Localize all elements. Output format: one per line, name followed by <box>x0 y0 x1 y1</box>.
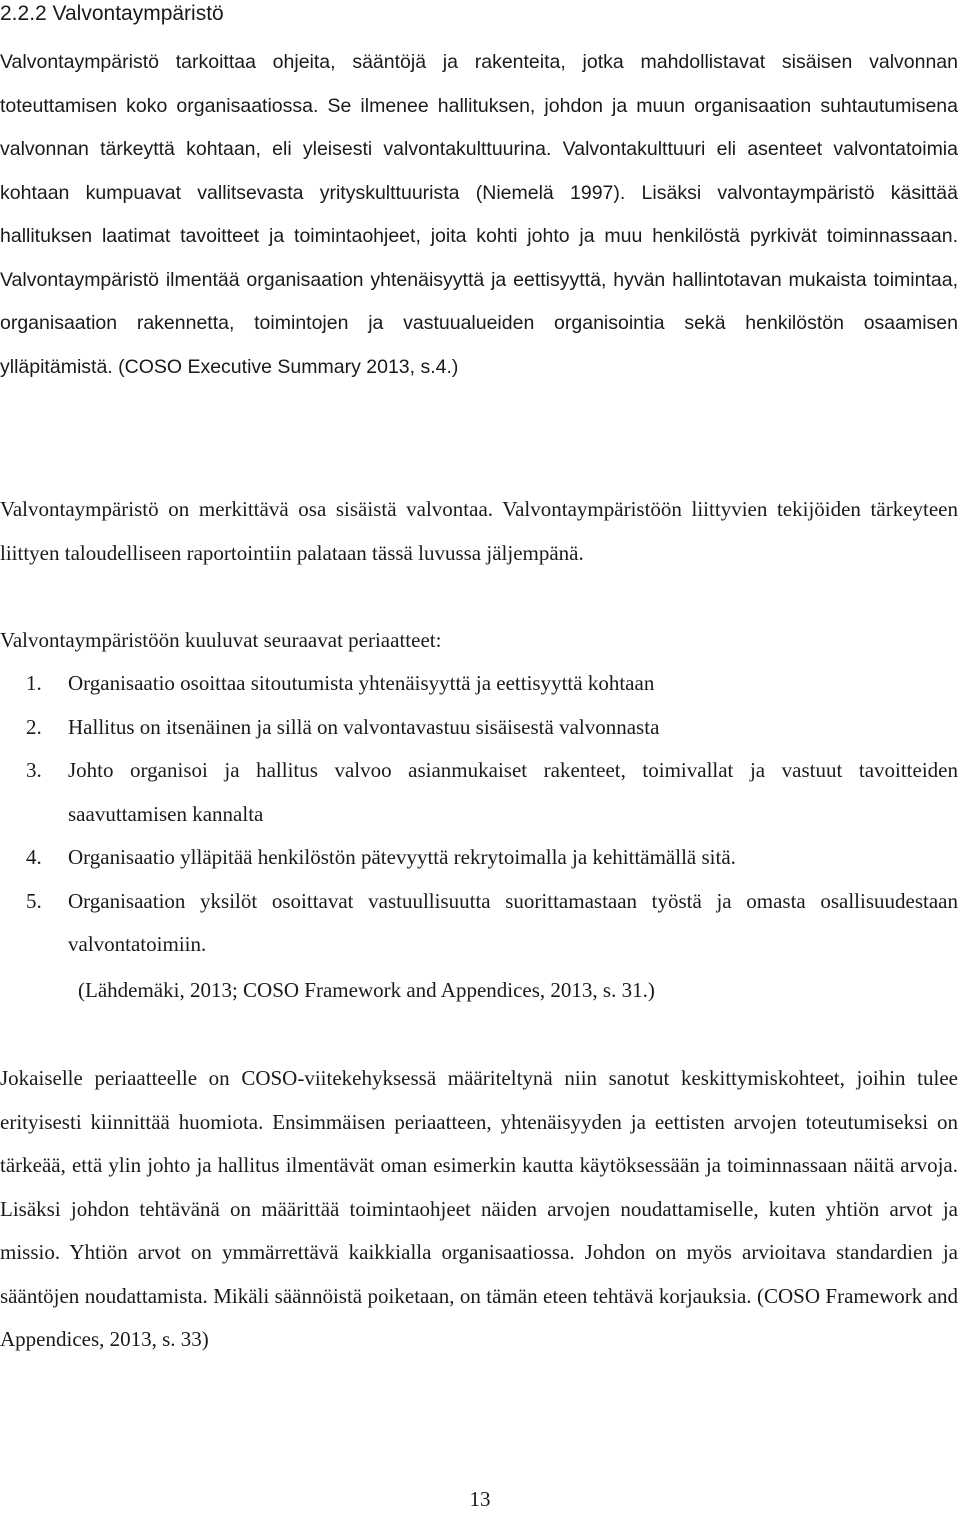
principles-list <box>0 662 958 967</box>
list-item-number: 4. <box>26 845 42 869</box>
list-item-number: 1. <box>26 671 42 695</box>
principles-source: (Lähdemäki, 2013; COSO Framework and Appendices, 2013, s. 31.) <box>78 978 655 1002</box>
list-item-text: Hallitus on itsenäinen ja sillä on valvontavastuu sisäisestä valvonnasta <box>68 714 660 739</box>
closing-paragraph: Jokaiselle periaatteelle on COSO-viitekehyksessä määriteltynä niin sanotut keskittymiskohteet, joihin tulee erityisesti kiinnittää huomiota. Ensimmäisen periaatteen, yhtenäisyyden ja eettisten arvojen toteutumiseksi on tärkeää, että ylin johto ja hallitus ilmentävät oman esimerkin kautta käytöksessään ja toiminnassaan näitä arvoja. Lisäksi johdon tehtävänä on määrittää toimintaohjeet näiden arvojen noudattamiselle, kuten yhtiön arvot ja missio. Yhtiön arvot on ymmärrettävä kaikkialla organisaatiossa. Johdon on myös arvioitava standardien ja sääntöjen noudattamista. Mikäli säännöistä poiketaan, on tämän eteen tehtävä korjauksia. (COSO Framework and Appendices, 2013, s. 33) <box>0 1066 958 1351</box>
list-item <box>0 706 958 750</box>
list-item-number: 3. <box>26 758 42 782</box>
section-heading: 2.2.2 Valvontaympäristö <box>0 2 224 25</box>
list-item-text: Organisaatio osoittaa sitoutumista yhtenäisyyttä ja eettisyyttä kohtaan <box>68 671 655 695</box>
list-item <box>0 749 958 836</box>
list-item <box>0 880 958 967</box>
principles-intro: Valvontaympäristöön kuuluvat seuraavat periaatteet: <box>0 628 442 652</box>
page-number: 13 <box>469 1487 491 1511</box>
list-item <box>0 662 958 706</box>
list-item-text: Organisaatio ylläpitää henkilöstön pätevyyttä rekrytoimalla ja kehittämällä sitä. <box>68 845 736 869</box>
list-item-text: Johto organisoi ja hallitus valvoo asianmukaiset rakenteet, toimivallat ja vastuut tavoitteiden saavuttamisen kannalta <box>68 758 958 826</box>
list-item-text: Organisaation yksilöt osoittavat vastuullisuutta suorittamastaan työstä ja omasta osallisuudestaan valvontatoimiin. <box>68 888 958 956</box>
intro-paragraph: Valvontaympäristö tarkoittaa ohjeita, sääntöjä ja rakenteita, jotka mahdollistavat sisäisen valvonnan toteuttamisen koko organisaatiossa. Se ilmenee hallituksen, johdon ja muun organisaation suhtautumisena valvonnan tärkeyttä kohtaan, eli yleisesti valvontakulttuurina. Valvontakulttuuri eli asenteet valvontatoimia kohtaan kumpuavat vallitsevasta yrityskulttuurista (Niemelä 1997). Lisäksi valvontaympäristö käsittää hallituksen laatimat tavoitteet ja toimintaohjeet, joita kohti johto ja muu henkilöstä pyrkivät toiminnassaan. Valvontaympäristö ilmentää organisaation yhtenäisyyttä ja eettisyyttä, hyvän hallintotavan mukaista toimintaa, organisaation rakennetta, toimintojen ja vastuualueiden organisointia sekä henkilöstön osaamisen ylläpitämistä. (COSO Executive Summary 2013, s.4.) <box>0 51 958 378</box>
importance-paragraph: Valvontaympäristö on merkittävä osa sisäistä valvontaa. Valvontaympäristöön liittyvien tekijöiden tärkeyteen liittyen taloudelliseen raportointiin palataan tässä luvussa jäljempänä. <box>0 497 958 565</box>
list-item-number: 5. <box>26 888 42 913</box>
list-item-number: 2. <box>26 714 42 739</box>
list-item <box>0 836 958 880</box>
